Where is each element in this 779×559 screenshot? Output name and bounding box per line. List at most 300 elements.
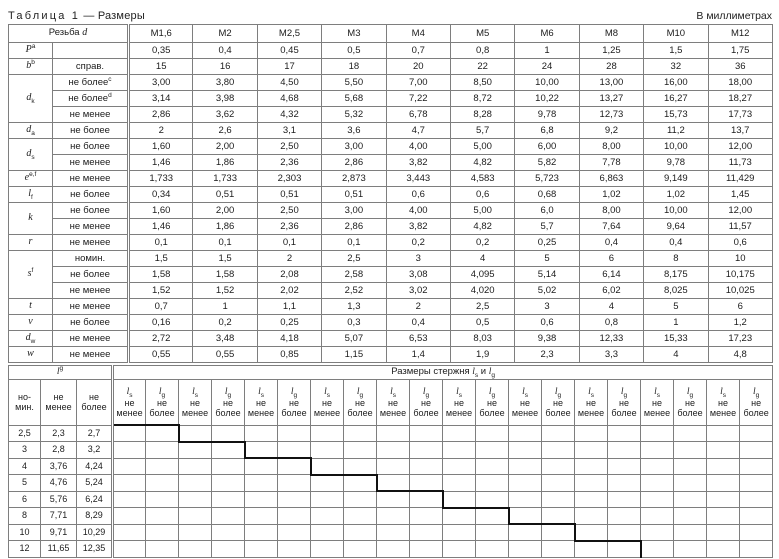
param-letter: d [26,92,32,104]
shank-empty-cell [575,491,608,508]
param-subscript: k [31,98,35,106]
subheader-line: более [215,408,241,419]
param-subscript: a [31,130,35,138]
value-cell: 8,00 [579,203,643,219]
value-cell: 1,5 [644,43,708,59]
subheader-line: более [81,402,107,413]
shank-subheader-cell [278,380,311,426]
criteria-cell: не более [53,139,129,155]
shank-col-subscript: s [722,391,726,399]
value-cell: 0,3 [322,315,386,331]
param-letter: k [28,212,33,224]
ls-sub: s [474,371,479,379]
criteria-cell: не более [53,267,129,283]
main-dimensions-table [8,24,773,363]
value-cell: 3,02 [386,283,450,299]
value-cell: 0,35 [129,43,193,59]
shank-empty-cell [179,508,212,525]
shank-col-subscript: s [260,391,264,399]
shank-empty-cell [641,458,674,475]
value-cell: 2,00 [193,203,257,219]
shank-empty-cell [377,458,410,475]
value-cell: 0,6 [708,235,772,251]
subheader-line: но- [18,391,31,402]
value-cell: 9,78 [515,107,579,123]
nominal-length-header-cell [77,380,113,426]
value-cell: 2 [386,299,450,315]
shank-empty-cell [146,475,179,492]
shank-empty-cell [179,425,212,442]
value-cell: 1,60 [129,139,193,155]
shank-empty-cell [542,442,575,459]
value-cell: 3,3 [579,347,643,363]
main-table-row [9,43,773,59]
value-cell: 6,00 [515,139,579,155]
shank-empty-cell [245,524,278,541]
value-cell: 8,72 [450,91,514,107]
param-subscript: f [30,194,33,202]
value-cell: 8 [644,251,708,267]
value-cell: 1,1 [257,299,321,315]
shank-empty-cell [179,442,212,459]
value-cell: 2,3 [515,347,579,363]
subheader-line [344,386,376,398]
shank-empty-cell [212,524,245,541]
shank-empty-cell [410,442,443,459]
thread-header-cell [9,25,129,43]
subheader-line: менее [643,408,671,419]
value-cell: 16,27 [644,91,708,107]
subheader-line: не [223,397,233,408]
shank-empty-cell [542,508,575,525]
shank-col-subscript: s [458,391,462,399]
shank-empty-cell [509,508,542,525]
shank-table-row [9,458,773,475]
value-cell: 5,02 [515,283,579,299]
value-cell: 6,863 [579,171,643,187]
size-header-cell: M2 [193,25,257,43]
shank-subheader-cell [476,380,509,426]
value-cell: 10,00 [644,203,708,219]
value-cell: 3,48 [193,331,257,347]
lg-sub: g [491,371,496,379]
shank-empty-cell [608,425,641,442]
shank-lengths-table [8,365,773,558]
length-min-cell: 11,65 [41,541,77,558]
value-cell: 3,00 [129,75,193,91]
value-cell: 4,82 [450,155,514,171]
param-symbol [27,348,34,359]
subheader-line: не [256,397,266,408]
shank-empty-cell [311,475,344,492]
shank-empty-cell [443,475,476,492]
shank-title-text: Размеры стержня [391,366,473,378]
value-cell: 8,50 [450,75,514,91]
param-cell [9,331,53,347]
value-cell: 7,22 [386,91,450,107]
value-cell: 1,46 [129,155,193,171]
value-cell: 0,6 [450,187,514,203]
shank-empty-cell [674,475,707,492]
subheader-line [740,386,772,398]
value-cell: 8,03 [450,331,514,347]
param-letter: d [26,148,32,160]
param-cell [9,123,53,139]
shank-empty-cell [707,508,740,525]
criteria-cell: не менее [53,235,129,251]
value-cell: 4,095 [450,267,514,283]
shank-col-letter: l [126,386,130,397]
shank-empty-cell [410,524,443,541]
param-cell [9,203,53,235]
shank-empty-cell [146,458,179,475]
shank-empty-cell [410,458,443,475]
shank-empty-cell [740,508,773,525]
value-cell: 5,7 [515,219,579,235]
subheader-line: не [718,397,728,408]
param-cell [9,235,53,251]
shank-subheader-cell [509,380,542,426]
shank-empty-cell [311,541,344,558]
shank-empty-cell [344,425,377,442]
shank-empty-cell [278,475,311,492]
shank-empty-cell [245,458,278,475]
table-caption-title: — Размеры [80,10,145,22]
param-cell [9,315,53,331]
value-cell: 1,02 [579,187,643,203]
shank-empty-cell [377,491,410,508]
shank-empty-cell [476,458,509,475]
criteria-cell [53,43,129,59]
shank-empty-cell [377,425,410,442]
shank-empty-cell [344,524,377,541]
shank-empty-cell [476,475,509,492]
value-cell: 8,175 [644,267,708,283]
value-cell: 5 [644,299,708,315]
shank-subheader-cell [542,380,575,426]
value-cell: 2,6 [193,123,257,139]
criteria-cell: не менее [53,283,129,299]
value-cell: 1 [515,43,579,59]
shank-empty-cell [410,425,443,442]
shank-empty-cell [641,442,674,459]
criteria-cell: не более$^c$ [53,75,129,91]
value-cell: 0,8 [450,43,514,59]
shank-empty-cell [575,541,608,558]
shank-table-row [9,491,773,508]
shank-subheader-cell [311,380,344,426]
value-cell: 16 [193,59,257,75]
value-cell: 2,02 [257,283,321,299]
value-cell: 36 [708,59,772,75]
value-cell: 0,4 [193,43,257,59]
value-cell: 12,00 [708,139,772,155]
shank-empty-cell [575,425,608,442]
main-table-row [9,187,773,203]
shank-empty-cell [608,458,641,475]
shank-empty-cell [179,475,212,492]
main-table-row [9,203,773,219]
criteria-footnote: c [108,75,112,83]
length-max-cell: 2,7 [77,425,113,442]
value-cell: 0,25 [257,315,321,331]
subheader-line [707,386,739,398]
value-cell: 1,15 [322,347,386,363]
value-cell: 18 [322,59,386,75]
value-cell: 9,149 [644,171,708,187]
value-cell: 4,8 [708,347,772,363]
criteria-cell: не менее [53,171,129,187]
shank-empty-cell [278,541,311,558]
value-cell: 1,52 [193,283,257,299]
nominal-length-header-cell [41,380,77,426]
shank-empty-cell [113,491,146,508]
shank-empty-cell [542,458,575,475]
value-cell: 2 [129,123,193,139]
param-symbol [29,236,33,247]
subheader-line: менее [181,408,209,419]
value-cell: 2,5 [322,251,386,267]
param-cell [9,139,53,171]
shank-col-letter: l [258,386,261,397]
value-cell: 0,2 [386,235,450,251]
param-symbol [25,332,36,346]
param-symbol [26,60,35,71]
subheader-line: мин. [15,402,34,413]
shank-empty-cell [443,458,476,475]
subheader-line: не [685,397,695,408]
shank-empty-cell [311,425,344,442]
value-cell: 6,8 [515,123,579,139]
shank-empty-cell [344,491,377,508]
subheader-line: не [190,397,200,408]
value-cell: 1,58 [129,267,193,283]
subheader-line [212,386,244,398]
subheader-line [674,386,706,398]
shank-empty-cell [740,524,773,541]
shank-empty-cell [245,475,278,492]
value-cell: 10,00 [644,139,708,155]
value-cell: 1,733 [193,171,257,187]
criteria-cell: не менее [53,299,129,315]
shank-subheader-cell [740,380,773,426]
shank-empty-cell [344,508,377,525]
shank-empty-cell [476,491,509,508]
value-cell: 9,38 [515,331,579,347]
size-header-cell: M5 [450,25,514,43]
subheader-line: более [479,408,505,419]
param-symbol [26,92,35,106]
value-cell: 13,00 [579,75,643,91]
shank-col-letter: l [422,386,426,397]
length-min-cell: 4,76 [41,475,77,492]
shank-empty-cell [212,442,245,459]
subheader-line: не [53,391,64,402]
shank-col-subscript: s [524,391,528,399]
value-cell: 3,14 [129,91,193,107]
shank-empty-cell [575,442,608,459]
value-cell: 0,51 [257,187,321,203]
shank-col-subscript: g [359,391,364,399]
length-min-cell: 2,3 [41,425,77,442]
shank-empty-cell [377,524,410,541]
length-max-cell: 4,24 [77,458,113,475]
shank-empty-cell [344,458,377,475]
shank-empty-cell [575,458,608,475]
value-cell: 1,4 [386,347,450,363]
subheader-line: не [652,397,662,408]
shank-subheader-cell [344,380,377,426]
shank-table-row [9,508,773,525]
shank-empty-cell [113,541,146,558]
value-cell: 6,0 [515,203,579,219]
value-cell: 0,2 [450,235,514,251]
subheader-line [575,386,607,398]
criteria-footnote: d [108,91,112,99]
value-cell: 1,45 [708,187,772,203]
subheader-line: не [487,397,497,408]
shank-col-subscript: g [227,391,232,399]
param-letter: r [28,236,33,248]
shank-empty-cell [278,508,311,525]
param-cell [9,171,53,187]
value-cell: 5,50 [322,75,386,91]
value-cell: 1,86 [193,155,257,171]
shank-empty-cell [740,458,773,475]
length-letter: l [56,367,60,378]
length-nom-cell: 2,5 [9,425,41,442]
value-cell: 2,5 [450,299,514,315]
value-cell: 1,25 [579,43,643,59]
shank-empty-cell [410,491,443,508]
main-table-row [9,235,773,251]
shank-col-letter: l [390,386,393,397]
value-cell: 2,72 [129,331,193,347]
shank-col-letter: l [158,386,162,397]
value-cell: 17,73 [708,107,772,123]
param-cell [9,251,53,299]
value-cell: 2,08 [257,267,321,283]
subheader-line [114,386,145,398]
value-cell: 5,82 [515,155,579,171]
value-cell: 3,00 [322,139,386,155]
shank-col-subscript: s [326,391,330,399]
value-cell: 4,68 [257,91,321,107]
value-cell: 0,51 [322,187,386,203]
shank-empty-cell [245,425,278,442]
value-cell: 3,80 [193,75,257,91]
shank-empty-cell [179,541,212,558]
shank-empty-cell [344,475,377,492]
shank-col-subscript: s [590,391,594,399]
shank-empty-cell [641,491,674,508]
shank-col-subscript: g [623,391,628,399]
shank-empty-cell [740,425,773,442]
shank-empty-cell [311,491,344,508]
value-cell: 3,62 [193,107,257,123]
value-cell: 11,2 [644,123,708,139]
shank-col-letter: l [752,386,756,397]
shank-table-row [9,425,773,442]
subheader-line: не [619,397,629,408]
shank-empty-cell [509,458,542,475]
shank-empty-cell [608,524,641,541]
shank-empty-cell [509,541,542,558]
param-symbol [28,188,33,202]
subheader-line: более [611,408,637,419]
subheader-line: не [124,397,135,408]
param-letter: P [25,44,32,56]
value-cell: 12,33 [579,331,643,347]
shank-col-subscript: g [557,391,562,399]
value-cell: 5,32 [322,107,386,123]
shank-empty-cell [542,475,575,492]
subheader-line: менее [379,408,407,419]
shank-empty-cell [608,541,641,558]
table-caption [8,10,145,22]
shank-subheader-cell [146,380,179,426]
shank-empty-cell [443,442,476,459]
value-cell: 0,1 [257,235,321,251]
value-cell: 4 [644,347,708,363]
shank-subheader-cell [674,380,707,426]
shank-subheader-cell [245,380,278,426]
criteria-cell: не менее [53,155,129,171]
shank-subheader-cell [113,380,146,426]
value-cell: 6,02 [579,283,643,299]
criteria-cell: не менее [53,219,129,235]
subheader-line [608,386,640,398]
value-cell: 0,34 [129,187,193,203]
value-cell: 12,00 [708,203,772,219]
value-cell: 10,025 [708,283,772,299]
value-cell: 4,82 [450,219,514,235]
value-cell: 3,82 [386,219,450,235]
param-symbol [25,172,37,183]
shank-col-letter: l [488,386,492,397]
shank-empty-cell [146,524,179,541]
criteria-cell: не менее [53,347,129,363]
shank-empty-cell [443,425,476,442]
subheader-line: не [388,397,398,408]
param-cell [9,59,53,75]
shank-empty-cell [410,541,443,558]
param-footnote: a [31,43,36,51]
value-cell: 24 [515,59,579,75]
shank-empty-cell [641,425,674,442]
shank-empty-cell [377,541,410,558]
value-cell: 5,00 [450,203,514,219]
value-cell: 4,32 [257,107,321,123]
shank-title-cell [113,366,773,380]
shank-col-letter: l [720,386,723,397]
shank-empty-cell [476,442,509,459]
shank-empty-cell [278,491,311,508]
subheader-line [377,386,409,398]
value-cell: 5,723 [515,171,579,187]
shank-empty-cell [212,458,245,475]
value-cell: 1,46 [129,219,193,235]
param-letter: d [25,332,31,344]
value-cell: 0,4 [644,235,708,251]
length-letter-footnote: g [59,365,64,372]
shank-subheader-cell [377,380,410,426]
subheader-line: не [355,397,365,408]
value-cell: 5,7 [450,123,514,139]
shank-empty-cell [674,425,707,442]
main-table-header-row [9,25,773,43]
value-cell: 3,82 [386,155,450,171]
